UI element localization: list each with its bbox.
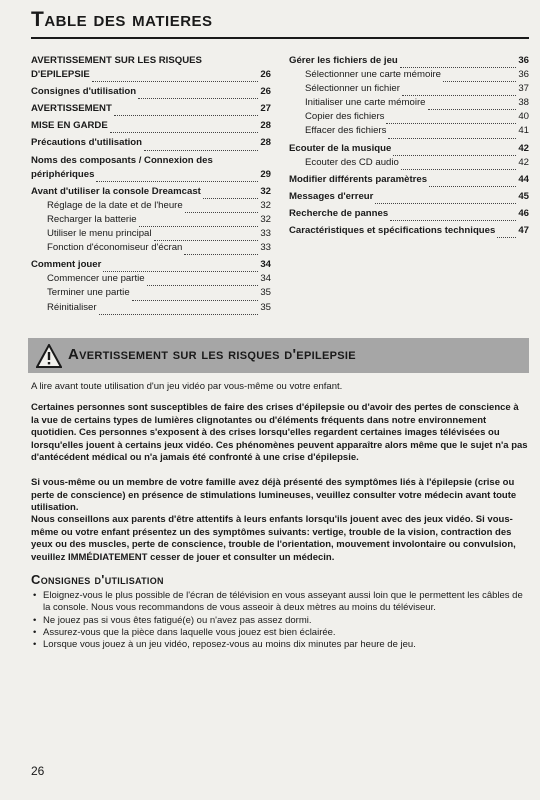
toc-leader-dots bbox=[103, 271, 258, 272]
toc-entry-page: 36 bbox=[518, 55, 529, 66]
toc-entry-page: 45 bbox=[518, 190, 529, 202]
toc-entry-page: 33 bbox=[260, 242, 271, 254]
toc-entry bbox=[31, 121, 271, 135]
toc-entry-page: 35 bbox=[260, 287, 271, 299]
toc-entry bbox=[31, 201, 271, 215]
toc-entry-label: Ecouter de la musique bbox=[289, 142, 392, 154]
toc-entry-page: 42 bbox=[518, 142, 529, 154]
toc-entry bbox=[31, 243, 271, 257]
title-rule bbox=[31, 37, 529, 39]
toc-entry bbox=[289, 98, 529, 112]
toc-entry-page: 35 bbox=[260, 301, 271, 313]
toc-entry-label: Noms des composants / Connexion des bbox=[31, 154, 213, 166]
toc-entry-label: Gérer les fichiers de jeu bbox=[289, 55, 398, 66]
toc-leader-dots bbox=[203, 198, 258, 199]
list-item bbox=[31, 627, 529, 639]
toc-entry bbox=[31, 56, 271, 70]
toc-leader-dots bbox=[375, 203, 516, 204]
list-item bbox=[31, 639, 529, 651]
toc-entry-label: Avant d'utiliser la console Dreamcast bbox=[31, 185, 201, 197]
toc-entry-page: 46 bbox=[518, 207, 529, 219]
toc-entry-page: 34 bbox=[260, 259, 271, 271]
toc-left-column bbox=[31, 56, 271, 317]
toc-leader-dots bbox=[185, 212, 259, 213]
toc-entry-label: Consignes d'utilisation bbox=[31, 86, 137, 98]
list-item-text: Lorsque vous jouez à un jeu vidéo, reposez-vous au moins dix minutes par heure de jeu. bbox=[43, 639, 416, 651]
toc-leader-dots bbox=[184, 254, 258, 255]
bullet-icon: • bbox=[33, 590, 37, 601]
toc-entry bbox=[31, 215, 271, 229]
toc-entry-label: D'EPILEPSIE bbox=[31, 69, 90, 81]
toc-entry-label: Réinitialiser bbox=[47, 301, 97, 313]
toc-leader-dots bbox=[144, 150, 258, 151]
toc-leader-dots bbox=[132, 300, 259, 301]
toc-leader-dots bbox=[147, 285, 259, 286]
warning-paragraph: A lire avant toute utilisation d'un jeu vidéo par vous-même ou votre enfant. bbox=[31, 381, 343, 392]
page-number: 26 bbox=[31, 764, 45, 778]
warning-title: Avertissement sur les risques d'epilepsie bbox=[68, 346, 356, 363]
toc-entry bbox=[31, 138, 271, 152]
list-item bbox=[31, 590, 529, 615]
consignes-heading: Consignes d'utilisation bbox=[31, 572, 164, 587]
toc-leader-dots bbox=[114, 115, 258, 116]
toc-entry bbox=[31, 303, 271, 317]
warning-paragraph: Nous conseillons aux parents d'être attentifs à leurs enfants lorsqu'ils jouent avec des jeux vidéo. Si vous-même ou votre enfant présentez un des symptômes suivants: vertige, trouble de la vision, contraction des yeux ou des muscles, perte de conscience, trouble de l'orientation, mouvement involontaire ou convulsion, veuillez IMMÉDIATEMENT cesser de jouer et consulter un médecin. bbox=[31, 514, 516, 563]
toc-leader-dots bbox=[401, 169, 516, 170]
toc-entry bbox=[31, 156, 271, 170]
toc-leader-dots bbox=[154, 240, 259, 241]
toc-entry bbox=[289, 192, 529, 206]
toc-entry bbox=[289, 175, 529, 189]
toc-entry-page: 44 bbox=[518, 173, 529, 185]
toc-entry-label: Recharger la batterie bbox=[47, 213, 137, 225]
toc-entry-page: 26 bbox=[260, 86, 271, 98]
epilepsy-warning-banner bbox=[28, 338, 529, 373]
toc-entry-label: périphériques bbox=[31, 168, 95, 180]
toc-entry bbox=[289, 84, 529, 98]
toc-entry-label: Recherche de pannes bbox=[289, 207, 389, 219]
toc-leader-dots bbox=[497, 237, 516, 238]
toc-entry bbox=[289, 70, 529, 84]
toc-entry-label: Effacer des fichiers bbox=[305, 125, 387, 137]
toc-leader-dots bbox=[138, 98, 258, 99]
toc-entry-page: 34 bbox=[260, 273, 271, 285]
list-item-text: Assurez-vous que la pièce dans laquelle vous jouez est bien éclairée. bbox=[43, 626, 336, 638]
toc-entry-page: 40 bbox=[518, 111, 529, 123]
toc-entry bbox=[289, 226, 529, 240]
consignes-list bbox=[31, 590, 529, 651]
toc-leader-dots bbox=[110, 132, 259, 133]
toc-entry bbox=[289, 112, 529, 126]
toc-entry-label: Utiliser le menu principal bbox=[47, 228, 152, 240]
toc-entry bbox=[31, 104, 271, 118]
toc-entry-page: 37 bbox=[518, 83, 529, 95]
toc-entry bbox=[31, 70, 271, 84]
toc-leader-dots bbox=[99, 314, 259, 315]
toc-entry-page: 32 bbox=[260, 199, 271, 211]
toc-leader-dots bbox=[96, 181, 258, 182]
toc-entry-label: Commencer une partie bbox=[47, 273, 145, 285]
toc-entry bbox=[31, 274, 271, 288]
toc-leader-dots bbox=[393, 155, 516, 156]
toc-entry bbox=[289, 158, 529, 172]
toc-entry bbox=[31, 260, 271, 274]
toc-entry bbox=[289, 209, 529, 223]
toc-entry-page: 26 bbox=[260, 69, 271, 81]
toc-entry-label: AVERTISSEMENT SUR LES RISQUES bbox=[31, 55, 202, 66]
toc-entry-page: 47 bbox=[518, 225, 529, 237]
bullet-icon: • bbox=[33, 639, 37, 651]
toc-entry-label: Messages d'erreur bbox=[289, 190, 374, 202]
toc-entry-page: 38 bbox=[518, 97, 529, 109]
toc-entry-label: Initialiser une carte mémoire bbox=[305, 97, 426, 109]
toc-leader-dots bbox=[402, 95, 516, 96]
toc-entry-label: Comment jouer bbox=[31, 259, 102, 271]
toc-entry-label: Sélectionner une carte mémoire bbox=[305, 69, 441, 81]
toc-entry-label: Sélectionner un fichier bbox=[305, 83, 400, 95]
toc-entry bbox=[31, 87, 271, 101]
toc-entry-page: 33 bbox=[260, 228, 271, 240]
toc-leader-dots bbox=[92, 81, 259, 82]
toc-leader-dots bbox=[428, 109, 517, 110]
toc-entry bbox=[31, 170, 271, 184]
toc-entry bbox=[31, 187, 271, 201]
toc-entry bbox=[289, 144, 529, 158]
toc-entry-page: 29 bbox=[260, 168, 271, 180]
toc-entry-page: 32 bbox=[260, 185, 271, 197]
toc-entry-label: Ecouter des CD audio bbox=[305, 156, 399, 168]
toc-leader-dots bbox=[388, 138, 516, 139]
toc-entry-label: Réglage de la date et de l'heure bbox=[47, 199, 183, 211]
toc-entry bbox=[289, 56, 529, 70]
toc-entry-page: 27 bbox=[260, 103, 271, 115]
toc-leader-dots bbox=[386, 123, 516, 124]
toc-leader-dots bbox=[443, 81, 516, 82]
toc-entry bbox=[31, 229, 271, 243]
list-item-text: Ne jouez pas si vous êtes fatigué(e) ou n'avez pas assez dormi. bbox=[43, 614, 312, 626]
toc-entry bbox=[289, 126, 529, 140]
page-title: Table des matieres bbox=[31, 8, 213, 31]
toc-leader-dots bbox=[400, 67, 517, 68]
bullet-icon: • bbox=[33, 614, 37, 626]
toc-leader-dots bbox=[429, 186, 516, 187]
toc-entry-label: AVERTISSEMENT bbox=[31, 103, 112, 115]
toc-entry-page: 36 bbox=[518, 69, 529, 81]
toc-leader-dots bbox=[390, 220, 516, 221]
toc-entry-label: Caractéristiques et spécifications techniques bbox=[289, 225, 496, 237]
warning-paragraph: Si vous-même ou un membre de votre famille avez déjà présenté des symptômes liés à l'épilepsie (crise ou perte de conscience) en présence de stimulations lumineuses, veuillez consulter votre médecin avant toute utilisation. bbox=[31, 477, 517, 513]
toc-entry-label: Terminer une partie bbox=[47, 287, 130, 299]
toc-entry-page: 28 bbox=[260, 137, 271, 149]
list-item-text: Eloignez-vous le plus possible de l'écran de télévision en vous asseyant aussi loin que le permettent les câbles de la console. Nous vous recommandons de vous asseoir à deux mètres au moins du téléviseur. bbox=[43, 590, 523, 614]
warning-triangle-icon bbox=[36, 344, 62, 368]
toc-entry-page: 42 bbox=[518, 156, 529, 168]
toc-entry-page: 41 bbox=[518, 125, 529, 137]
toc-entry-label: Fonction d'économiseur d'écran bbox=[47, 242, 183, 254]
toc-right-column bbox=[289, 56, 529, 240]
toc-entry-page: 32 bbox=[260, 213, 271, 225]
toc-entry-page: 28 bbox=[260, 120, 271, 132]
warning-paragraph: Certaines personnes sont susceptibles de faire des crises d'épilepsie ou d'avoir des pertes de conscience à la vue de certains types de lumières clignotantes ou d'éléments fréquents dans notre environnement quotidien. Ces personnes s'exposent à des crises lorsqu'elles regardent certaines images télévisées ou lorsqu'elles jouent à certains jeux vidéo. Ces phénomènes peuvent apparaître alors même que le sujet n'a pas d'antécédent médical ou n'a jamais été confronté à une crise d'épilepsie. bbox=[31, 402, 528, 463]
toc-leader-dots bbox=[139, 226, 259, 227]
toc-entry-label: Copier des fichiers bbox=[305, 111, 385, 123]
toc-entry-label: MISE EN GARDE bbox=[31, 120, 108, 132]
toc-entry-label: Modifier différents paramètres bbox=[289, 173, 428, 185]
toc-entry-label: Précautions d'utilisation bbox=[31, 137, 143, 149]
bullet-icon: • bbox=[33, 626, 37, 638]
toc-entry bbox=[31, 288, 271, 302]
list-item bbox=[31, 615, 529, 627]
